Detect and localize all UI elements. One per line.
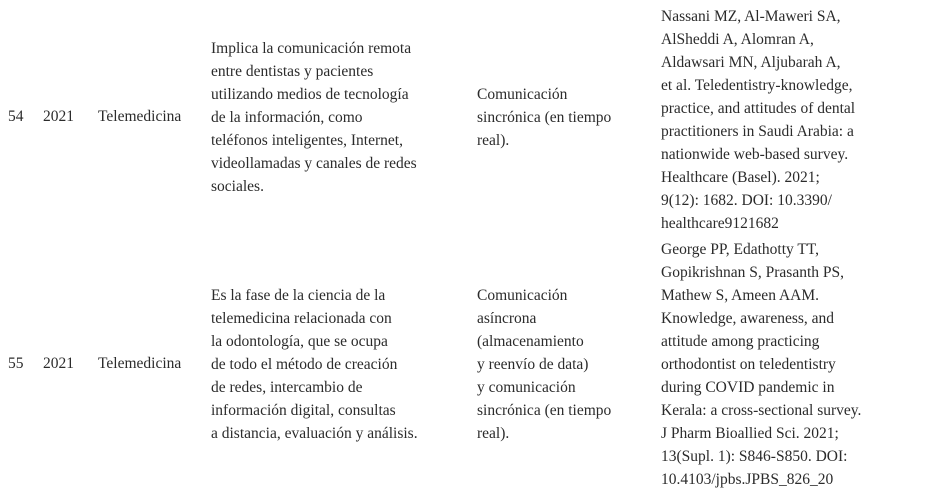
definition-line: Es la fase de la ciencia de la	[211, 287, 386, 304]
definition-line: de la información, como	[211, 109, 363, 126]
definition-line: de todo el método de creación	[211, 356, 398, 373]
reference-line: Mathew S, Ameen AAM.	[661, 287, 820, 304]
reference-line: et al. Teledentistry-knowledge,	[661, 77, 853, 94]
reference-line: 10.4103/jpbs.JPBS_826_20	[661, 471, 834, 488]
definition-line: entre dentistas y pacientes	[211, 63, 374, 80]
reference-line: attitude among practicing	[661, 333, 820, 350]
reference-line: practice, and attitudes of dental	[661, 100, 856, 117]
type-line: asíncrona	[477, 310, 537, 327]
definition-line: sociales.	[211, 178, 264, 195]
reference-line: practitioners in Saudi Arabia: a	[661, 123, 854, 140]
type-line: y reenvío de data)	[477, 356, 589, 373]
reference-line: Nassani MZ, Al-Maweri SA,	[661, 8, 841, 25]
definition-line: teléfonos inteligentes, Internet,	[211, 132, 403, 149]
type-line: (almacenamiento	[477, 333, 584, 350]
reference-line: George PP, Edathotty TT,	[661, 241, 820, 258]
type-line: real).	[477, 132, 510, 149]
row-definition	[211, 284, 418, 445]
row-number: 54	[8, 108, 24, 125]
type-line: sincrónica (en tiempo	[477, 402, 612, 419]
row-reference	[661, 5, 855, 235]
reference-line: AlSheddi A, Alomran A,	[661, 31, 814, 48]
reference-line: orthodontist on teledentistry	[661, 356, 836, 373]
reference-line: Healthcare (Basel). 2021;	[661, 169, 820, 186]
definition-line: a distancia, evaluación y análisis.	[211, 425, 418, 442]
reference-line: healthcare9121682	[661, 215, 779, 232]
row-number: 55	[8, 355, 24, 372]
reference-line: 9(12): 1682. DOI: 10.3390/	[661, 192, 832, 209]
definition-line: de redes, intercambio de	[211, 379, 363, 396]
row-reference	[661, 238, 861, 491]
definition-line: telemedicina relacionada con	[211, 310, 392, 327]
row-year: 2021	[43, 108, 74, 125]
row-term: Telemedicina	[98, 108, 182, 125]
definition-line: la odontología, que se ocupa	[211, 333, 388, 350]
type-line: y comunicación	[477, 379, 576, 396]
type-line: Comunicación	[477, 86, 568, 103]
reference-line: J Pharm Bioallied Sci. 2021;	[661, 425, 839, 442]
reference-line: nationwide web-based survey.	[661, 146, 849, 163]
reference-line: during COVID pandemic in	[661, 379, 835, 396]
reference-line: 13(Supl. 1): S846-S850. DOI:	[661, 448, 848, 465]
reference-line: Aldawsari MN, Aljubarah A,	[661, 54, 841, 71]
definition-line: utilizando medios de tecnología	[211, 86, 409, 103]
row-term: Telemedicina	[98, 355, 182, 372]
definition-line: información digital, consultas	[211, 402, 396, 419]
type-line: sincrónica (en tiempo	[477, 109, 612, 126]
reference-line: Knowledge, awareness, and	[661, 310, 835, 327]
row-communication-type	[477, 284, 611, 445]
row-year: 2021	[43, 355, 74, 372]
row-communication-type	[477, 83, 611, 152]
definition-line: videollamadas y canales de redes	[211, 155, 417, 172]
definition-line: Implica la comunicación remota	[211, 40, 412, 57]
type-line: Comunicación	[477, 287, 568, 304]
type-line: real).	[477, 425, 510, 442]
reference-line: Kerala: a cross-sectional survey.	[661, 402, 862, 419]
row-definition	[211, 37, 417, 198]
reference-line: Gopikrishnan S, Prasanth PS,	[661, 264, 844, 281]
